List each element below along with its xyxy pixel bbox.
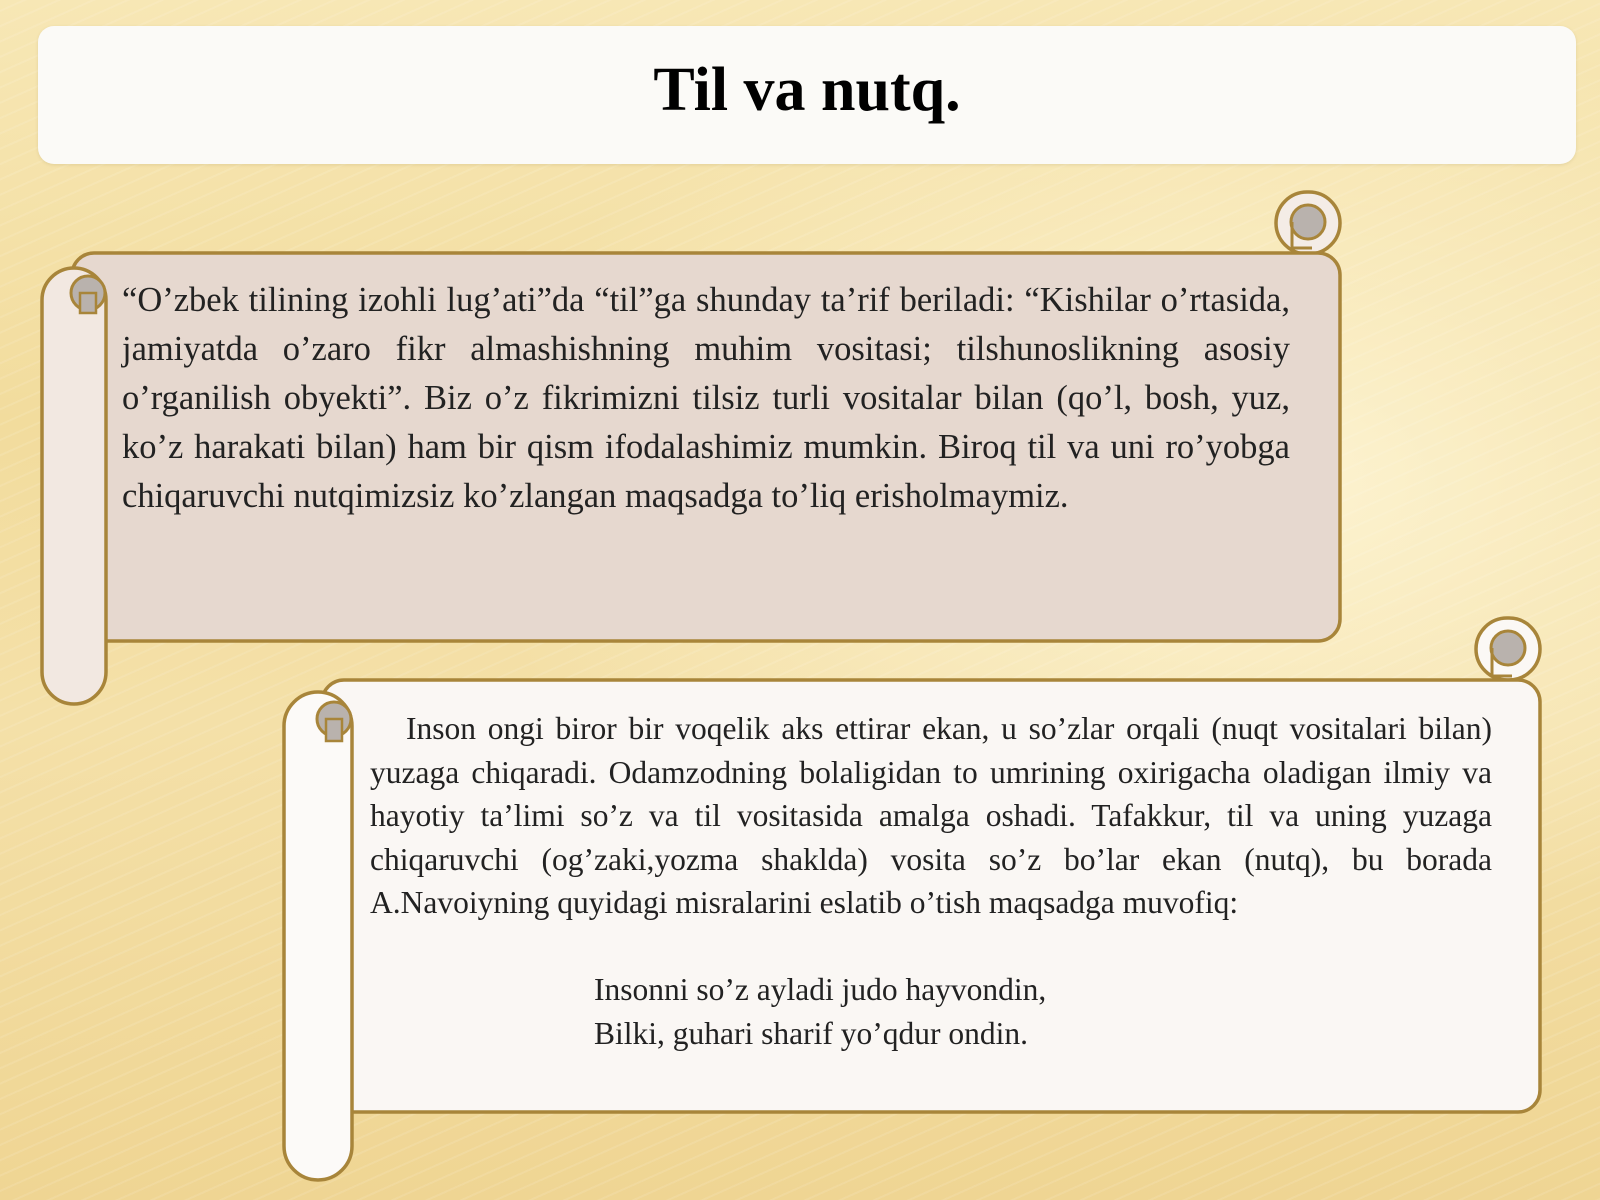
scroll-2-curl-right <box>1491 631 1525 665</box>
speech-paragraph-text: Inson ongi biror bir voqelik aks ettirar ekan, u so’zlar orqali (nuqt vositalari bilan) yuzaga chiqaradi. Odamzodning bolaligidan to umrining oxirigacha oladigan ilmiy va hayotiy ta’limi so’z va til vositasida amalga oshadi. Tafakkur, til va uning yuzaga chiqaruvchi (og’zaki,yozma shaklda) vosita so’z bo’lar ekan (nutq), bu borada A.Navoiyning quyidagi misralarini eslatib o’tish maqsadga muvofiq: <box>370 711 1492 920</box>
speech-paragraph <box>370 707 1492 925</box>
scroll-1-curl-right <box>1291 205 1325 239</box>
scroll-1-text <box>122 276 1290 521</box>
navoi-poem <box>594 968 1046 1055</box>
poem-line-1: Insonni so’z ayladi judo hayvondin, <box>594 972 1047 1007</box>
scroll-2-text <box>370 707 1492 925</box>
definition-paragraph: “O’zbek tilining izohli lug’ati”da “til”ga shunday ta’rif beriladi: “Kishilar o’rtasida, jamiyatda o’zaro fikr almashishning muhim vositasi; tilshunoslikning asosiy o’rganilish obyekti”. Biz o’z fikrimizni tilsiz turli vositalar bilan (qo’l, bosh, yuz, ko’z harakati bilan) ham bir qism ifodalashimiz mumkin. Biroq til va uni ro’yobga chiqaruvchi nutqimizsiz ko’zlangan maqsadga to’liq erisholmaymiz. <box>122 281 1290 515</box>
poem-line-2: Bilki, guhari sharif yo’qdur ondin. <box>594 1015 1028 1051</box>
slide-title: Til va nutq. <box>653 55 961 124</box>
